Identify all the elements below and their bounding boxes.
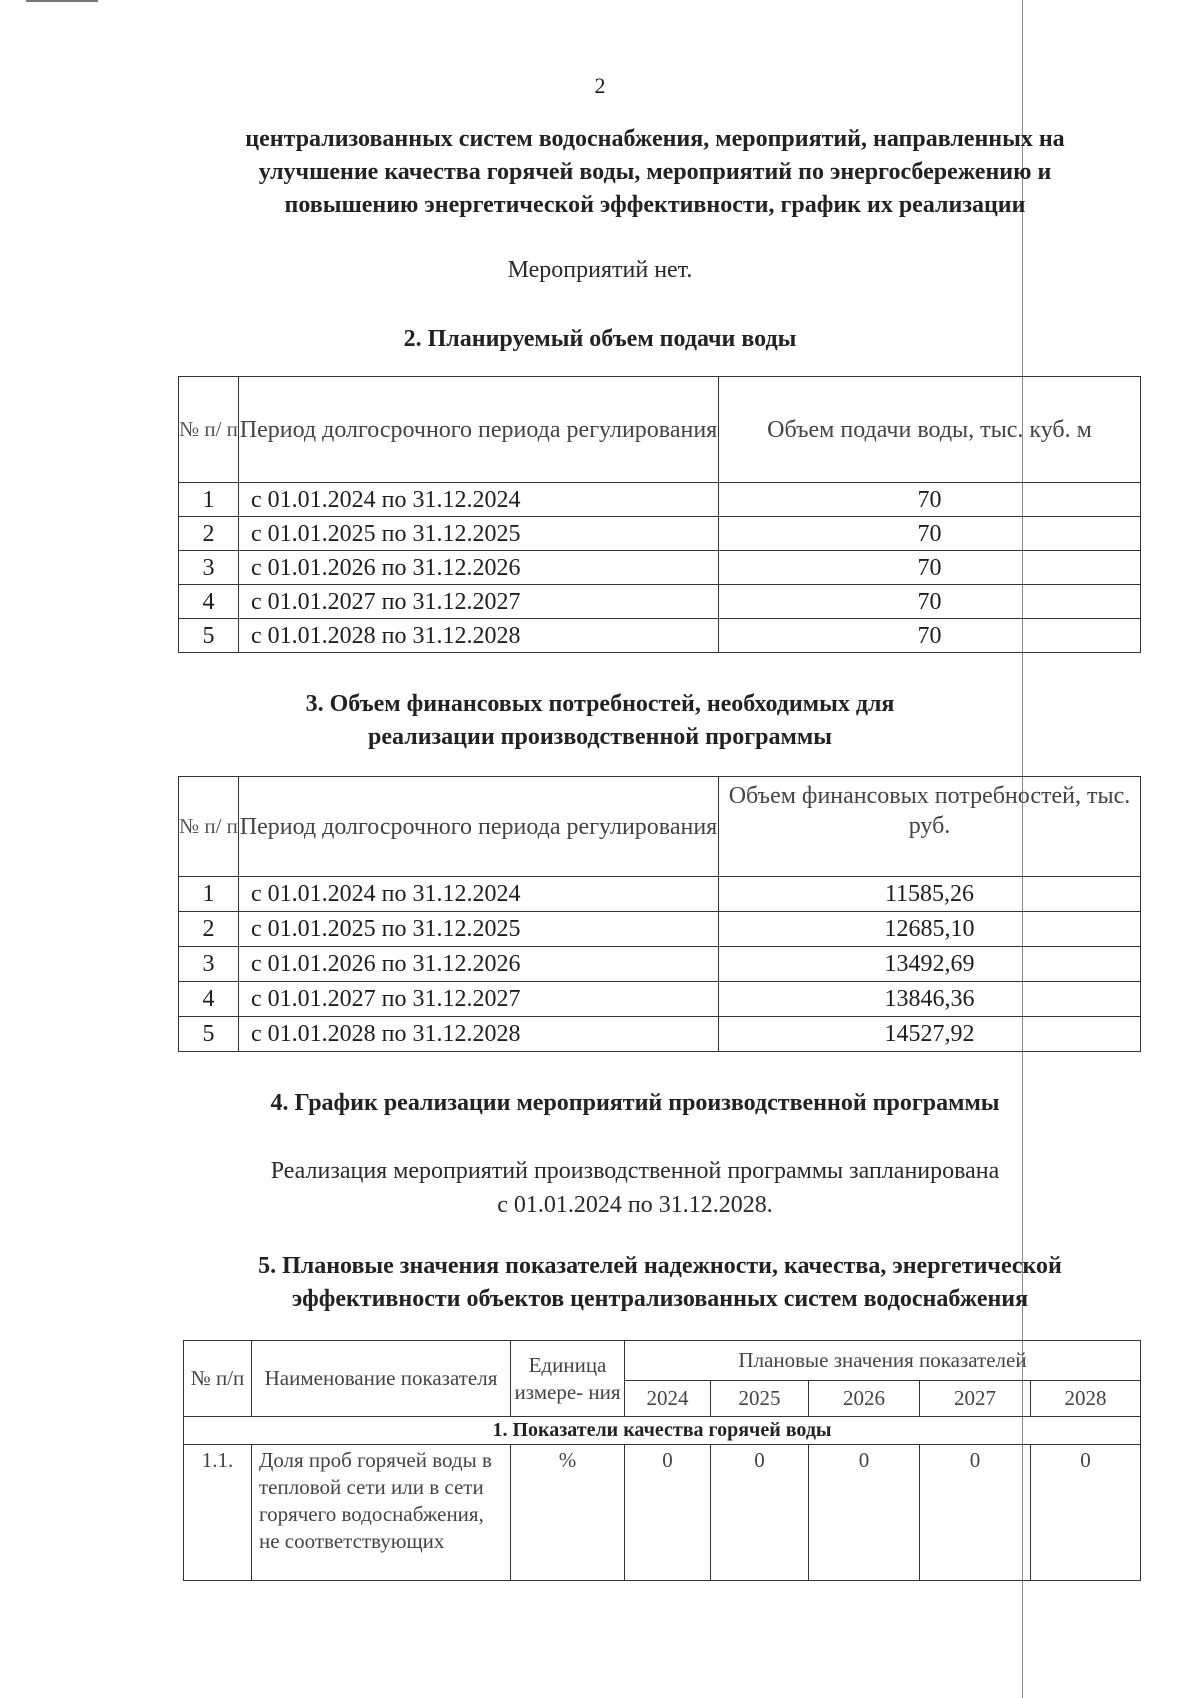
table-row [179, 947, 1141, 982]
table-row [179, 517, 1141, 551]
table-row [179, 483, 1141, 517]
row-value-2026: 0 [809, 1445, 920, 1581]
table-row [184, 1445, 1141, 1581]
row-period: с 01.01.2028 по 31.12.2028 [239, 619, 719, 653]
table-row [179, 877, 1141, 912]
row-volume: 70 [719, 517, 1141, 551]
section4-text [100, 1154, 1170, 1222]
intro-heading-line: повышению энергетической эффективности, график их реализации [284, 192, 1026, 218]
row-finance: 12685,10 [719, 912, 1141, 947]
section5-heading-line: эффективности объектов централизованных систем водоснабжения [291, 1286, 1029, 1312]
year-header: 2025 [711, 1381, 809, 1417]
col-num-header: № п/ п [179, 777, 239, 877]
col-period-header: Период долгосрочного периода регулирования [239, 377, 719, 483]
col-unit-header: Единица измере- ния [511, 1341, 625, 1417]
row-num: 5 [179, 1017, 239, 1052]
section5-heading-line: 5. Плановые значения показателей надежности, качества, энергетической [258, 1253, 1062, 1279]
water-supply-table [178, 376, 1141, 653]
row-finance: 13492,69 [719, 947, 1141, 982]
row-num: 1.1. [184, 1445, 252, 1581]
row-period: с 01.01.2025 по 31.12.2025 [239, 912, 719, 947]
row-period: с 01.01.2024 по 31.12.2024 [239, 483, 719, 517]
row-volume: 70 [719, 585, 1141, 619]
col-finance-header: Объем финансовых потребностей, тыс. руб. [719, 777, 1141, 877]
row-period: с 01.01.2024 по 31.12.2024 [239, 877, 719, 912]
row-value-2024: 0 [625, 1445, 711, 1581]
col-num-header: № п/ п [179, 377, 239, 483]
section5-heading [160, 1250, 1160, 1316]
col-plan-header: Плановые значения показателей [625, 1341, 1141, 1381]
financial-needs-table [178, 776, 1141, 1052]
table-row [179, 912, 1141, 947]
row-num: 4 [179, 982, 239, 1017]
col-name-header: Наименование показателя [252, 1341, 511, 1417]
page-number: 2 [594, 73, 606, 98]
table-row [179, 585, 1141, 619]
table-row [179, 1017, 1141, 1052]
row-period: с 01.01.2027 по 31.12.2027 [239, 585, 719, 619]
indicators-table [183, 1340, 1141, 1581]
row-period: с 01.01.2026 по 31.12.2026 [239, 551, 719, 585]
row-finance: 14527,92 [719, 1017, 1141, 1052]
col-volume-header: Объем подачи воды, тыс. куб. м [719, 377, 1141, 483]
row-finance: 13846,36 [719, 982, 1141, 1017]
col-num-header: № п/п [184, 1341, 252, 1417]
row-period: с 01.01.2028 по 31.12.2028 [239, 1017, 719, 1052]
row-volume: 70 [719, 619, 1141, 653]
intro-text: Мероприятий нет. [507, 257, 693, 283]
section3-heading-line: реализации производственной программы [368, 724, 832, 750]
row-num: 4 [179, 585, 239, 619]
row-period: с 01.01.2027 по 31.12.2027 [239, 982, 719, 1017]
row-num: 1 [179, 877, 239, 912]
row-volume: 70 [719, 483, 1141, 517]
section4-heading: 4. График реализации мероприятий производственной программы [270, 1090, 1000, 1116]
section3-heading-line: 3. Объем финансовых потребностей, необходимых для [305, 691, 895, 717]
row-volume: 70 [719, 551, 1141, 585]
row-num: 5 [179, 619, 239, 653]
intro-heading-line: улучшение качества горячей воды, мероприятий по энергосбережению и [258, 159, 1052, 185]
section3-heading [0, 688, 1200, 754]
section2-heading: 2. Планируемый объем подачи воды [403, 326, 797, 352]
row-num: 3 [179, 551, 239, 585]
col-period-header: Период долгосрочного периода регулирования [239, 777, 719, 877]
row-value-2025: 0 [711, 1445, 809, 1581]
year-header: 2024 [625, 1381, 711, 1417]
row-value-2027: 0 [920, 1445, 1031, 1581]
table-row [179, 551, 1141, 585]
row-num: 2 [179, 517, 239, 551]
section4-text-line: Реализация мероприятий производственной программы запланирована [270, 1158, 1000, 1184]
row-period: с 01.01.2025 по 31.12.2025 [239, 517, 719, 551]
intro-heading [160, 123, 1150, 222]
scan-corner-mark [26, 0, 98, 2]
year-header: 2026 [809, 1381, 920, 1417]
row-finance: 11585,26 [719, 877, 1141, 912]
table-row [179, 982, 1141, 1017]
year-header: 2027 [920, 1381, 1031, 1417]
table-row [179, 619, 1141, 653]
year-header: 2028 [1031, 1381, 1141, 1417]
row-indicator-name: Доля проб горячей воды в тепловой сети или в сети горячего водоснабжения, не соответствующих [252, 1445, 511, 1581]
intro-heading-line: централизованных систем водоснабжения, мероприятий, направленных на [245, 126, 1065, 152]
row-unit: % [511, 1445, 625, 1581]
section4-text-line: с 01.01.2024 по 31.12.2028. [497, 1192, 773, 1218]
row-num: 1 [179, 483, 239, 517]
row-value-2028: 0 [1031, 1445, 1141, 1581]
row-num: 2 [179, 912, 239, 947]
section-row-hot-water-quality: 1. Показатели качества горячей воды [184, 1417, 1141, 1445]
row-num: 3 [179, 947, 239, 982]
row-period: с 01.01.2026 по 31.12.2026 [239, 947, 719, 982]
